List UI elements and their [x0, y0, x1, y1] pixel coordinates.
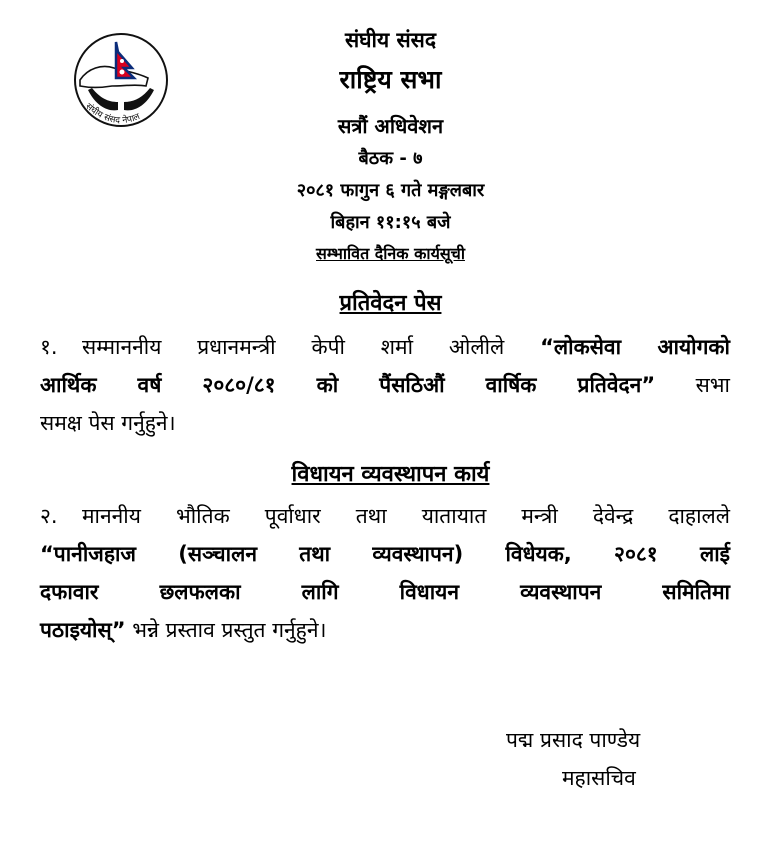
header-session: सत्रौं अधिवेशन: [337, 114, 444, 138]
item-text-bold: “पानीजहाज (सञ्चालन तथा व्यवस्थापन) विधेयक, २०८१ लाई: [40, 542, 730, 566]
header-parliament: संघीय संसद: [344, 28, 437, 52]
header-date: २०८१ फागुन ६ गते मङ्गलबार: [296, 180, 485, 201]
agenda-item-line: [0, 404, 730, 442]
agenda-item-line: [40, 328, 730, 366]
section-title-legislation: विधायन व्यवस्थापन कार्य: [291, 462, 490, 487]
signatory-name: पद्म प्रसाद पाण्डेय: [506, 728, 641, 752]
agenda-item-line: [0, 366, 730, 404]
item-text: सभा: [695, 373, 730, 397]
signatory-title: महासचिव: [562, 766, 636, 790]
header-national-assembly: राष्ट्रिय सभा: [339, 65, 442, 94]
item-text-bold: दफावार छलफलका लागि विधायन व्यवस्थापन समितिमा: [40, 580, 730, 604]
item-text: सम्माननीय प्रधानमन्त्री केपी शर्मा ओलीले: [82, 335, 505, 359]
header-agenda-title: सम्भावित दैनिक कार्यसूची: [316, 244, 465, 263]
item-text: समक्ष पेस गर्नुहुने।: [40, 411, 176, 435]
item-text-bold: आर्थिक वर्ष २०८०/८१ को पैंसठिऔं वार्षिक प्रतिवेदन”: [40, 373, 656, 397]
agenda-item-number: २.: [40, 504, 58, 528]
agenda-item-2: [40, 497, 730, 649]
agenda-item-number: १.: [40, 335, 58, 359]
agenda-item-line: [0, 573, 730, 611]
item-text-bold: पठाइयोस्”: [40, 618, 126, 642]
header-meeting-number: बैठक - ७: [358, 148, 423, 169]
item-text: माननीय भौतिक पूर्वाधार तथा यातायात मन्त्री देवेन्द्र दाहालले: [82, 504, 730, 528]
item-text: भन्ने प्रस्ताव प्रस्तुत गर्नुहुने।: [132, 618, 327, 642]
item-text-bold: “लोकसेवा आयोगको: [540, 335, 730, 359]
agenda-item-line: [0, 535, 730, 573]
agenda-item-line: [40, 497, 730, 535]
header-time: बिहान ११:१५ बजे: [330, 212, 451, 233]
agenda-item-line: [0, 611, 730, 649]
agenda-item-1: [40, 328, 730, 442]
section-title-report: प्रतिवेदन पेस: [339, 291, 442, 316]
emblem-caption: संघीय संसद नेपाल: [83, 101, 142, 127]
